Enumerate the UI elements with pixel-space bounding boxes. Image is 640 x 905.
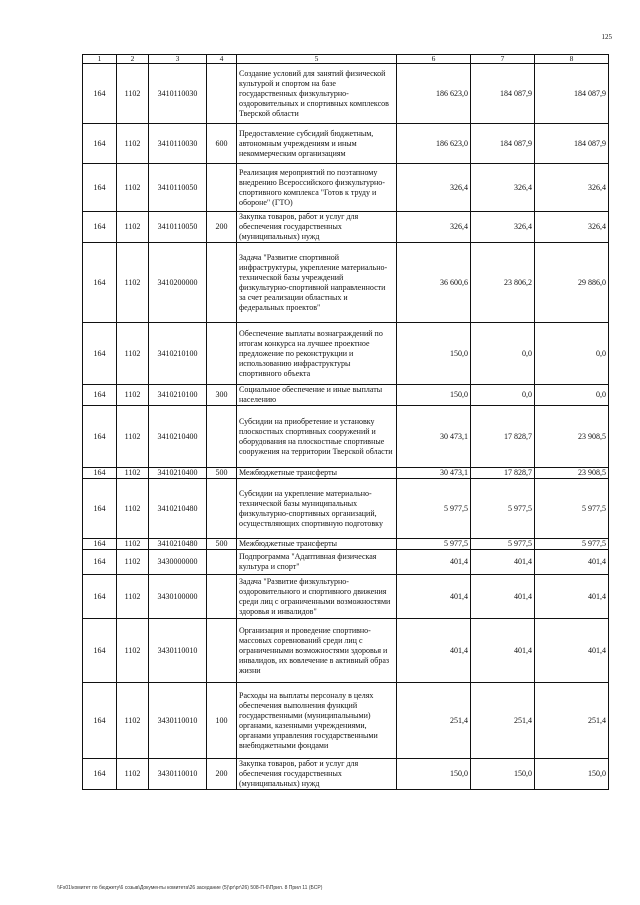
description-cell: Межбюджетные трансферты (237, 539, 397, 550)
amount-year-3-cell: 326,4 (535, 164, 609, 212)
expense-type-cell: 500 (207, 539, 237, 550)
admin-code-cell: 164 (83, 323, 117, 385)
table-row (83, 539, 609, 550)
expense-type-cell: 300 (207, 385, 237, 406)
column-number: 5 (237, 55, 397, 64)
target-article-cell: 3410110050 (149, 164, 207, 212)
amount-year-1-cell: 401,4 (397, 575, 471, 619)
column-number-row (83, 55, 609, 64)
table-row (83, 212, 609, 243)
description-cell: Межбюджетные трансферты (237, 468, 397, 479)
table-row (83, 468, 609, 479)
column-number: 8 (535, 55, 609, 64)
amount-year-1-cell: 326,4 (397, 212, 471, 243)
column-number: 7 (471, 55, 535, 64)
amount-year-1-cell: 251,4 (397, 683, 471, 759)
column-number: 1 (83, 55, 117, 64)
column-number: 2 (117, 55, 149, 64)
table-row (83, 619, 609, 683)
amount-year-3-cell: 184 087,9 (535, 64, 609, 124)
target-article-cell: 3410200000 (149, 243, 207, 323)
table-row (83, 243, 609, 323)
amount-year-3-cell: 401,4 (535, 575, 609, 619)
column-number: 6 (397, 55, 471, 64)
target-article-cell: 3430100000 (149, 575, 207, 619)
admin-code-cell: 164 (83, 539, 117, 550)
section-code-cell: 1102 (117, 64, 149, 124)
amount-year-2-cell: 184 087,9 (471, 124, 535, 164)
description-cell: Задача "Развитие спортивной инфраструктуры, укрепление материально-технической базы учреждений физкультурно-спортивной направленности за счет реализации областных и федеральных проектов" (237, 243, 397, 323)
amount-year-3-cell: 5 977,5 (535, 539, 609, 550)
table-row (83, 406, 609, 468)
table-row (83, 385, 609, 406)
amount-year-1-cell: 150,0 (397, 759, 471, 790)
description-cell: Предоставление субсидий бюджетным, автономным учреждениям и иным некоммерческим организациям (237, 124, 397, 164)
table-row (83, 164, 609, 212)
table-row (83, 550, 609, 575)
amount-year-1-cell: 5 977,5 (397, 539, 471, 550)
amount-year-2-cell: 401,4 (471, 619, 535, 683)
table-row (83, 575, 609, 619)
admin-code-cell: 164 (83, 759, 117, 790)
description-cell: Подпрограмма "Адаптивная физическая культура и спорт" (237, 550, 397, 575)
amount-year-2-cell: 401,4 (471, 550, 535, 575)
footer-file-path: \\Fs01\комитет по бюджету\6 созыв\Документы комитета\26 заседание (5)\рг\рг\26) 508-П-6\Прил. 8 Прил 11 (БСР) (57, 885, 323, 891)
section-code-cell: 1102 (117, 212, 149, 243)
section-code-cell: 1102 (117, 406, 149, 468)
description-cell: Реализация мероприятий по поэтапному внедрению Всероссийского физкультурно-спортивного комплекса "Готов к труду и обороне" (ГТО) (237, 164, 397, 212)
amount-year-2-cell: 17 828,7 (471, 406, 535, 468)
column-number: 4 (207, 55, 237, 64)
target-article-cell: 3410210480 (149, 479, 207, 539)
expense-type-cell (207, 243, 237, 323)
target-article-cell: 3410210400 (149, 406, 207, 468)
amount-year-1-cell: 401,4 (397, 550, 471, 575)
admin-code-cell: 164 (83, 243, 117, 323)
table-row (83, 64, 609, 124)
section-code-cell: 1102 (117, 323, 149, 385)
expense-type-cell: 500 (207, 468, 237, 479)
admin-code-cell: 164 (83, 64, 117, 124)
admin-code-cell: 164 (83, 212, 117, 243)
admin-code-cell: 164 (83, 619, 117, 683)
amount-year-1-cell: 5 977,5 (397, 479, 471, 539)
expense-type-cell (207, 406, 237, 468)
amount-year-1-cell: 186 623,0 (397, 124, 471, 164)
target-article-cell: 3410210480 (149, 539, 207, 550)
expense-type-cell (207, 575, 237, 619)
expense-type-cell (207, 550, 237, 575)
expense-type-cell: 600 (207, 124, 237, 164)
amount-year-3-cell: 5 977,5 (535, 479, 609, 539)
amount-year-2-cell: 5 977,5 (471, 479, 535, 539)
description-cell: Задача "Развитие физкультурно-оздоровительного и спортивного движения среди лиц с ограниченными возможностями здоровья и инвалидов" (237, 575, 397, 619)
target-article-cell: 3410210100 (149, 385, 207, 406)
amount-year-3-cell: 326,4 (535, 212, 609, 243)
expense-type-cell: 200 (207, 212, 237, 243)
expense-type-cell (207, 164, 237, 212)
amount-year-1-cell: 36 600,6 (397, 243, 471, 323)
admin-code-cell: 164 (83, 124, 117, 164)
target-article-cell: 3430000000 (149, 550, 207, 575)
amount-year-1-cell: 186 623,0 (397, 64, 471, 124)
amount-year-2-cell: 17 828,7 (471, 468, 535, 479)
table-row (83, 479, 609, 539)
expense-type-cell (207, 619, 237, 683)
amount-year-3-cell: 184 087,9 (535, 124, 609, 164)
amount-year-3-cell: 29 886,0 (535, 243, 609, 323)
amount-year-3-cell: 401,4 (535, 550, 609, 575)
amount-year-1-cell: 150,0 (397, 385, 471, 406)
section-code-cell: 1102 (117, 539, 149, 550)
amount-year-1-cell: 326,4 (397, 164, 471, 212)
description-cell: Закупка товаров, работ и услуг для обеспечения государственных (муниципальных) нужд (237, 759, 397, 790)
section-code-cell: 1102 (117, 385, 149, 406)
amount-year-2-cell: 326,4 (471, 164, 535, 212)
section-code-cell: 1102 (117, 468, 149, 479)
admin-code-cell: 164 (83, 468, 117, 479)
amount-year-3-cell: 251,4 (535, 683, 609, 759)
amount-year-1-cell: 30 473,1 (397, 468, 471, 479)
section-code-cell: 1102 (117, 479, 149, 539)
amount-year-1-cell: 401,4 (397, 619, 471, 683)
amount-year-2-cell: 5 977,5 (471, 539, 535, 550)
description-cell: Организация и проведение спортивно-массовых соревнований среди лиц с ограниченными возможностями здоровья и инвалидов, их вовлечение в активный образ жизни (237, 619, 397, 683)
section-code-cell: 1102 (117, 124, 149, 164)
section-code-cell: 1102 (117, 164, 149, 212)
section-code-cell: 1102 (117, 683, 149, 759)
amount-year-3-cell: 401,4 (535, 619, 609, 683)
amount-year-2-cell: 401,4 (471, 575, 535, 619)
amount-year-1-cell: 30 473,1 (397, 406, 471, 468)
admin-code-cell: 164 (83, 479, 117, 539)
target-article-cell: 3430110010 (149, 683, 207, 759)
admin-code-cell: 164 (83, 683, 117, 759)
admin-code-cell: 164 (83, 164, 117, 212)
amount-year-2-cell: 326,4 (471, 212, 535, 243)
table-row (83, 323, 609, 385)
description-cell: Субсидии на приобретение и установку плоскостных спортивных сооружений и оборудования на плоскостные спортивные сооружения на территории Тверской области (237, 406, 397, 468)
target-article-cell: 3410210100 (149, 323, 207, 385)
table-row (83, 124, 609, 164)
target-article-cell: 3430110010 (149, 619, 207, 683)
description-cell: Субсидии на укрепление материально-технической базы муниципальных физкультурно-спортивных организаций, осуществляющих спортивную подготовку (237, 479, 397, 539)
expense-type-cell (207, 479, 237, 539)
amount-year-2-cell: 251,4 (471, 683, 535, 759)
amount-year-3-cell: 0,0 (535, 385, 609, 406)
expense-type-cell (207, 323, 237, 385)
amount-year-2-cell: 150,0 (471, 759, 535, 790)
admin-code-cell: 164 (83, 406, 117, 468)
target-article-cell: 3410110030 (149, 124, 207, 164)
target-article-cell: 3430110010 (149, 759, 207, 790)
expense-type-cell: 100 (207, 683, 237, 759)
amount-year-2-cell: 0,0 (471, 385, 535, 406)
column-number: 3 (149, 55, 207, 64)
description-cell: Закупка товаров, работ и услуг для обеспечения государственных (муниципальных) нужд (237, 212, 397, 243)
description-cell: Расходы на выплаты персоналу в целях обеспечения выполнения функций государственными (муниципальными) органами, казенными учреждениями, органами управления государственными внебюджетными фондами (237, 683, 397, 759)
section-code-cell: 1102 (117, 243, 149, 323)
budget-table (82, 54, 609, 790)
section-code-cell: 1102 (117, 619, 149, 683)
amount-year-3-cell: 23 908,5 (535, 406, 609, 468)
amount-year-3-cell: 23 908,5 (535, 468, 609, 479)
amount-year-2-cell: 23 806,2 (471, 243, 535, 323)
page-number: 125 (601, 33, 612, 41)
description-cell: Социальное обеспечение и иные выплаты населению (237, 385, 397, 406)
amount-year-2-cell: 184 087,9 (471, 64, 535, 124)
target-article-cell: 3410210400 (149, 468, 207, 479)
section-code-cell: 1102 (117, 550, 149, 575)
section-code-cell: 1102 (117, 575, 149, 619)
description-cell: Обеспечение выплаты вознаграждений по итогам конкурса на лучшее проектное предложение по реконструкции и использованию инфраструктуры спортивного объекта (237, 323, 397, 385)
table-row (83, 683, 609, 759)
section-code-cell: 1102 (117, 759, 149, 790)
expense-type-cell (207, 64, 237, 124)
amount-year-3-cell: 150,0 (535, 759, 609, 790)
amount-year-1-cell: 150,0 (397, 323, 471, 385)
target-article-cell: 3410110030 (149, 64, 207, 124)
target-article-cell: 3410110050 (149, 212, 207, 243)
expense-type-cell: 200 (207, 759, 237, 790)
table-row (83, 759, 609, 790)
amount-year-3-cell: 0,0 (535, 323, 609, 385)
admin-code-cell: 164 (83, 385, 117, 406)
amount-year-2-cell: 0,0 (471, 323, 535, 385)
description-cell: Создание условий для занятий физической культурой и спортом на базе государственных физкультурно-оздоровительных и спортивных комплексов Тверской области (237, 64, 397, 124)
admin-code-cell: 164 (83, 550, 117, 575)
admin-code-cell: 164 (83, 575, 117, 619)
